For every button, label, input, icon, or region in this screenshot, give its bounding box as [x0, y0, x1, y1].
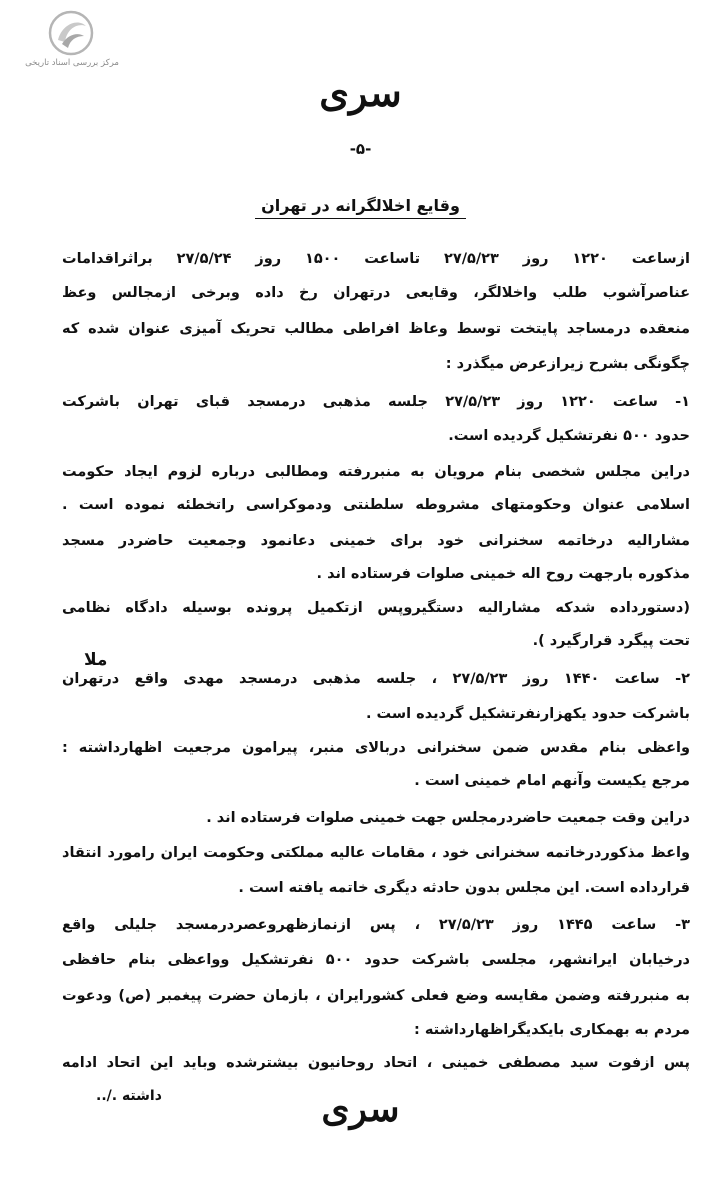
text-line: قرارداده است. این مجلس بدون حادثه دیگری خاتمه یافته است .	[238, 880, 690, 896]
text-line: درخیابان ایرانشهر، مجلسی باشرکت حدود ۵۰۰ نفرتشکیل وواعظی بنام حافظی	[62, 952, 690, 968]
text-line: مرجع یکیست وآنهم امام خمینی است .	[414, 773, 690, 789]
handwritten-margin-note: ملا	[84, 650, 108, 670]
continuation-note: داشته ./..	[96, 1088, 162, 1104]
text-line: چگونگی بشرح زیرازعرض میگذرد :	[445, 356, 690, 372]
classification-stamp-bottom: سری	[321, 1088, 400, 1130]
text-line: ۳- ساعت ۱۴۴۵ روز ۲۷/۵/۲۳ ، پس ازنمازظهروعصردرمسجد جلیلی واقع	[62, 917, 690, 933]
text-line: واعظی بنام مقدس ضمن سخنرانی دربالای منبر، پیرامون مرجعیت اظهارداشته :	[62, 740, 690, 756]
document-title	[0, 196, 721, 215]
text-line: دراین وقت جمعیت حاضردرمجلس جهت خمینی صلوات فرستاده اند .	[206, 810, 690, 826]
archive-seal-icon	[48, 10, 94, 56]
text-line: به منبررفته وضمن مقایسه وضع فعلی کشورایران ، بازمان حضرت پیغمبر (ص) ودعوت	[62, 988, 690, 1004]
text-line: عناصرآشوب طلب واخلالگر، وقایعی درتهران رخ داده وبرخی ازمجالس وعظ	[62, 285, 690, 301]
watermark-logo	[22, 10, 122, 70]
text-line: منعقده درمساجد پایتخت توسط وعاظ افراطی مطالب تحریک آمیزی عنوان شده که	[62, 321, 690, 337]
text-line: حدود ۵۰۰ نفرتشکیل گردیده است.	[448, 428, 690, 444]
text-line: باشرکت حدود یکهزارنفرتشکیل گردیده است .	[365, 706, 690, 722]
text-line: مردم به بهمکاری بایکدیگراظهارداشته :	[414, 1022, 690, 1038]
text-line: اسلامی عنوان وحکومتهای مشروطه سلطنتی ودموکراسی راتخطئه نموده است .	[62, 497, 690, 513]
text-line: مشارالیه درخاتمه سخنرانی خود برای خمینی دعانمود وجمعیت حاضردر مسجد	[62, 533, 690, 549]
text-line: واعظ مذکوردرخاتمه سخنرانی خود ، مقامات عالیه مملکتی وحکومت ایران رامورد انتقاد	[62, 845, 690, 861]
classification-stamp-top: سری	[319, 70, 402, 115]
text-line: ۱- ساعت ۱۲۲۰ روز ۲۷/۵/۲۳ جلسه مذهبی درمسجد قبای تهران باشرکت	[62, 394, 690, 410]
text-line: تحت پیگرد قرارگیرد ).	[532, 633, 690, 649]
page-number: -۵-	[349, 140, 372, 158]
text-line: پس ازفوت سید مصطفی خمینی ، اتحاد روحانیون بیشترشده وباید این اتحاد ادامه	[62, 1055, 690, 1071]
text-line: دراین مجلس شخصی بنام مرویان به منبررفته ومطالبی درباره لزوم ایجاد حکومت	[62, 464, 690, 480]
text-line: مذکوره بارجهت روح اله خمینی صلوات فرستاده اند .	[316, 566, 690, 582]
text-line: ۲- ساعت ۱۴۴۰ روز ۲۷/۵/۲۳ ، جلسه مذهبی درمسجد مهدی واقع درتهران	[62, 671, 690, 687]
document-title-text: وقایع اخلالگرانه در تهران	[255, 196, 466, 219]
text-line: (دستورداده شدکه مشارالیه دستگیروپس ازتکمیل پرونده بوسیله دادگاه نظامی	[62, 600, 690, 616]
watermark-text: مرکز بررسی اسناد تاریخی	[25, 58, 119, 68]
text-line: ازساعت ۱۲۲۰ روز ۲۷/۵/۲۳ تاساعت ۱۵۰۰ روز ۲۷/۵/۲۴ براثراقدامات	[62, 251, 690, 267]
